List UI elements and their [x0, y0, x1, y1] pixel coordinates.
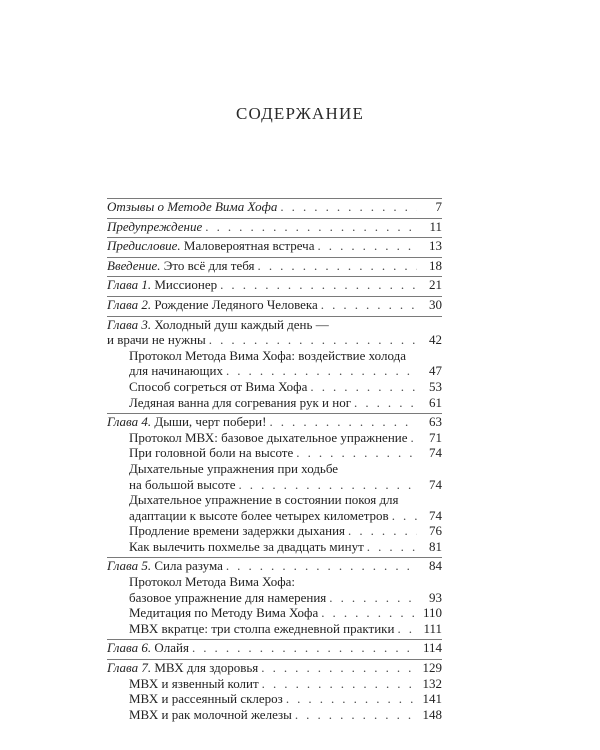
toc-entry-prefix: Глава 2. — [107, 296, 152, 312]
toc-entry-title: Ледяная ванна для согревания рук и ног — [129, 394, 352, 410]
toc-entry-title: Сила разума — [154, 558, 223, 574]
toc-entry-title: Это всё для тебя — [163, 257, 255, 273]
dot-leader — [280, 199, 417, 215]
toc-line — [107, 508, 442, 524]
toc-page-number: 30 — [429, 296, 442, 312]
toc-entry-text — [107, 332, 206, 348]
toc-line — [107, 258, 442, 274]
toc-page-number: 110 — [422, 605, 442, 621]
toc-entry-title: Рождение Ледяного Человека — [154, 296, 318, 312]
dot-leader — [348, 523, 417, 539]
toc-page-number: 111 — [423, 620, 442, 636]
toc-entry-title: Протокол Метода Вима Хофа: — [129, 574, 296, 590]
dot-leader — [367, 539, 417, 555]
toc-entry — [107, 218, 442, 238]
toc-entry-text — [107, 297, 318, 313]
toc-entry-text — [107, 414, 266, 430]
toc-entry-title: Дыхательное упражнение в состоянии покоя для — [129, 492, 399, 508]
toc-line — [107, 523, 442, 539]
dot-leader — [192, 640, 417, 656]
dot-leader — [296, 445, 417, 461]
toc-entry-prefix: Предисловие. — [107, 238, 181, 254]
toc-page-number: 18 — [429, 257, 442, 273]
toc-entry — [107, 557, 442, 639]
toc-line — [107, 297, 442, 313]
dot-leader — [397, 621, 417, 637]
toc-line — [107, 660, 442, 676]
toc-entry-title: Дыхательные упражнения при ходьбе — [129, 460, 339, 476]
toc-entry — [107, 316, 442, 414]
toc-entry-text — [107, 238, 314, 254]
toc-line — [107, 395, 442, 411]
toc-page-number: 74 — [429, 507, 442, 523]
toc-entry-text — [129, 477, 235, 493]
toc-entry-title: базовое упражнение для намерения — [129, 589, 327, 605]
toc-page-number: 76 — [429, 523, 442, 539]
toc-entry-prefix: Предупреждение — [107, 218, 203, 234]
dot-leader — [321, 297, 417, 313]
dot-leader — [317, 238, 417, 254]
dot-leader — [310, 379, 417, 395]
toc-entry-prefix: Глава 5. — [107, 558, 152, 574]
dot-leader — [321, 605, 417, 621]
toc-entry-title: и врачи не нужны — [107, 332, 206, 348]
toc-page-number: 13 — [429, 238, 442, 254]
toc-entry — [107, 237, 442, 257]
toc-entry-title: Способ согреться от Вима Хофа — [129, 378, 308, 394]
toc-page-number: 47 — [429, 363, 442, 379]
toc-line — [107, 492, 442, 508]
entry-spacing — [107, 722, 442, 725]
toc-entry-title: МВХ вкратце: три столпа ежедневной практики — [129, 620, 395, 636]
toc-entry-title: адаптации к высоте более четырех километров — [129, 507, 389, 523]
toc-entry-text — [107, 258, 255, 274]
toc-entry-text — [129, 691, 283, 707]
toc-line — [107, 277, 442, 293]
toc-page-number: 81 — [429, 538, 442, 554]
toc-line — [107, 621, 442, 637]
toc-entry-prefix: Глава 1. — [107, 277, 152, 293]
toc-entry — [107, 659, 442, 725]
toc-entry-text — [129, 492, 399, 508]
toc-entry-title: Медитация по Методу Вима Хофа — [129, 605, 319, 621]
dot-leader — [286, 691, 417, 707]
toc-entry-text — [129, 395, 351, 411]
toc-page-number: 132 — [422, 675, 442, 691]
dot-leader — [226, 558, 417, 574]
toc-page-number: 71 — [429, 429, 442, 445]
toc-entry-text — [129, 523, 345, 539]
toc-page-number: 148 — [422, 706, 442, 722]
toc-entry-text — [129, 348, 406, 364]
toc-entry-title: Маловероятная встреча — [183, 238, 315, 254]
toc-entry-text — [129, 621, 394, 637]
page-title: СОДЕРЖАНИЕ — [235, 104, 365, 123]
toc-line — [107, 348, 442, 364]
toc-line — [107, 707, 442, 723]
toc-line — [107, 363, 442, 379]
toc-page-number: 21 — [429, 277, 442, 293]
toc-page-number: 7 — [435, 199, 442, 214]
toc-entry-title: Протокол МВХ: базовое дыхательное упражнение — [129, 429, 408, 445]
toc-entry-text — [129, 379, 307, 395]
toc-entry-text — [129, 707, 292, 723]
toc-entry-title: для начинающих — [129, 363, 223, 379]
toc-line — [107, 539, 442, 555]
toc-entry-text — [107, 219, 202, 235]
toc-entry — [107, 276, 442, 296]
toc-entry-text — [107, 640, 189, 656]
toc-entry-title: Протокол Метода Вима Хофа: воздействие холода — [129, 347, 406, 363]
dot-leader — [238, 477, 417, 493]
toc-entry-title: При головной боли на высоте — [129, 445, 294, 461]
toc-page-number: 63 — [429, 414, 442, 430]
toc-line — [107, 317, 442, 333]
toc-line — [107, 445, 442, 461]
toc-entry-text — [129, 430, 408, 446]
dot-leader — [392, 508, 417, 524]
dot-leader — [354, 395, 417, 411]
toc-page-number: 42 — [429, 332, 442, 348]
dot-leader — [295, 707, 417, 723]
toc-page-number: 74 — [429, 445, 442, 461]
toc-page-number: 141 — [422, 691, 442, 707]
toc-line — [107, 574, 442, 590]
toc-entry-text — [129, 605, 318, 621]
toc-entry-prefix: Глава 3. — [107, 316, 152, 332]
toc-entry — [107, 198, 442, 218]
toc-entry — [107, 413, 442, 557]
toc-entry — [107, 296, 442, 316]
toc-page-number: 93 — [429, 589, 442, 605]
dot-leader — [209, 332, 417, 348]
toc-line — [107, 640, 442, 656]
toc-entry-text — [129, 461, 338, 477]
toc-entry-prefix: Глава 4. — [107, 414, 152, 430]
toc-line — [107, 332, 442, 348]
toc-line — [107, 199, 442, 215]
table-of-contents — [107, 198, 442, 725]
toc-entry-text — [129, 590, 326, 606]
toc-entry-title: МВХ и рак молочной железы — [129, 706, 292, 722]
dot-leader — [220, 277, 417, 293]
toc-entry-text — [129, 508, 389, 524]
toc-line — [107, 238, 442, 254]
toc-entry-prefix: Глава 7. — [107, 660, 152, 676]
dot-leader — [329, 590, 417, 606]
toc-entry-text — [107, 558, 223, 574]
toc-entry-title: Продление времени задержки дыхания — [129, 523, 346, 539]
toc-line — [107, 676, 442, 692]
toc-entry — [107, 257, 442, 277]
toc-entry-title: Миссионер — [154, 277, 218, 293]
toc-line — [107, 219, 442, 235]
toc-entry-text — [107, 199, 277, 215]
toc-line — [107, 590, 442, 606]
dot-leader — [269, 414, 417, 430]
toc-entry-prefix: Глава 6. — [107, 640, 152, 656]
toc-entry-title: МВХ и рассеянный склероз — [129, 691, 283, 707]
dot-leader — [258, 258, 417, 274]
dot-leader — [411, 430, 417, 446]
toc-page-number: 61 — [429, 394, 442, 410]
toc-line — [107, 558, 442, 574]
toc-entry-title: МВХ для здоровья — [154, 660, 259, 676]
toc-line — [107, 691, 442, 707]
toc-entry-text — [129, 363, 223, 379]
toc-line — [107, 430, 442, 446]
toc-page-number: 84 — [429, 558, 442, 574]
toc-entry-text — [129, 539, 364, 555]
toc-entry-title: на большой высоте — [129, 476, 236, 492]
dot-leader — [261, 660, 417, 676]
toc-entry-prefix: Введение. — [107, 257, 161, 273]
toc-entry-title: Как вылечить похмелье за двадцать минут — [129, 538, 364, 554]
toc-entry-text — [107, 660, 258, 676]
toc-entry-title: МВХ и язвенный колит — [129, 675, 259, 691]
toc-page-number: 129 — [422, 660, 442, 676]
toc-line — [107, 461, 442, 477]
toc-line — [107, 605, 442, 621]
toc-page-number: 74 — [429, 476, 442, 492]
toc-entry-text — [129, 445, 293, 461]
toc-entry-title: Олайя — [154, 640, 189, 656]
dot-leader — [262, 676, 417, 692]
toc-entry-text — [107, 317, 329, 333]
toc-entry-text — [129, 676, 259, 692]
toc-line — [107, 379, 442, 395]
toc-entry-prefix: Отзывы о Методе Вима Хофа — [107, 199, 278, 214]
toc-line — [107, 477, 442, 493]
toc-entry-title: Дыши, черт побери! — [154, 414, 267, 430]
dot-leader — [226, 363, 417, 379]
toc-line — [107, 414, 442, 430]
toc-entry-text — [107, 277, 217, 293]
toc-page-number: 114 — [422, 640, 442, 656]
toc-page-number: 11 — [429, 218, 442, 234]
toc-page-number: 53 — [429, 378, 442, 394]
dot-leader — [205, 219, 417, 235]
toc-entry — [107, 639, 442, 659]
toc-entry-title: Холодный душ каждый день — — [154, 316, 329, 332]
toc-entry-text — [129, 574, 295, 590]
